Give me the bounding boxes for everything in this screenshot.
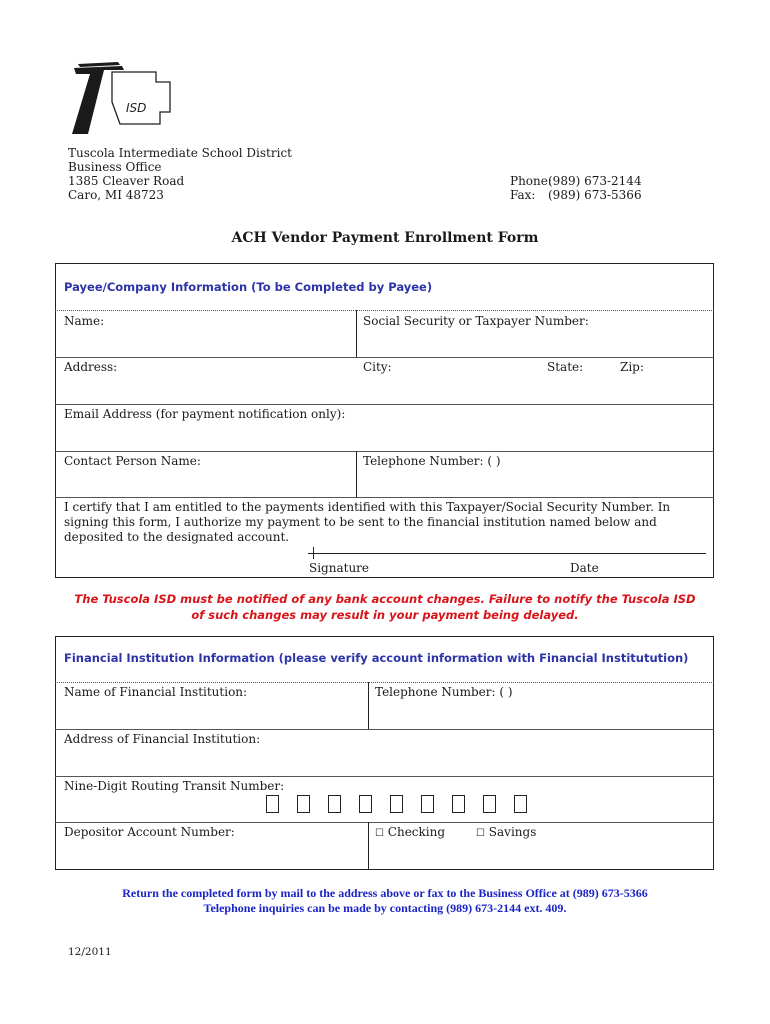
phone-value: (989) 673-2144 [548,174,642,188]
payee-address-field[interactable]: Address: [64,360,118,374]
routing-digit-box[interactable] [328,795,341,813]
date-label: Date [570,561,599,575]
signature-line[interactable] [308,553,706,554]
routing-digit-box[interactable] [452,795,465,813]
routing-number-label: Nine-Digit Routing Transit Number: [64,779,285,793]
address-line: Business Office [68,160,162,174]
payee-city-field[interactable]: City: [363,360,392,374]
district-address [68,146,292,202]
footer-return-instructions: Return the completed form by mail to the address above or fax to the Business Office at (989) 673-5366 [122,886,648,900]
routing-digit-box[interactable] [390,795,403,813]
checkbox-icon[interactable]: ☐ [476,828,485,839]
fax-label: Fax: [510,188,536,202]
divider [55,682,714,683]
address-line: 1385 Cleaver Road [68,174,185,188]
contact-numbers [510,174,642,202]
bank-address-field[interactable]: Address of Financial Institution: [64,732,261,746]
checking-label: Checking [387,825,446,839]
payee-ssn-field[interactable]: Social Security or Taxpayer Number: [363,314,589,328]
checkbox-icon[interactable]: ☐ [375,828,384,839]
logo-text: ISD [126,101,147,115]
divider [55,451,714,452]
bank-section-heading: Financial Institution Information (please verify account information with Financial Institutution) [64,651,689,665]
signature-label: Signature [309,561,370,575]
payee-telephone-field[interactable]: Telephone Number: ( ) [363,454,501,468]
bank-name-field[interactable]: Name of Financial Institution: [64,685,248,699]
payee-state-field[interactable]: State: [547,360,584,374]
payee-zip-field[interactable]: Zip: [620,360,644,374]
fax-value: (989) 673-5366 [548,188,642,202]
account-number-field[interactable]: Depositor Account Number: [64,825,235,839]
signature-line-tick [313,547,314,559]
tuscola-isd-logo [60,62,180,140]
savings-label: Savings [488,825,537,839]
divider [55,404,714,405]
divider [356,310,357,357]
address-line: Caro, MI 48723 [68,188,164,202]
warning-line-2: of such changes may result in your payment being delayed. [191,608,579,622]
bank-telephone-field[interactable]: Telephone Number: ( ) [375,685,513,699]
footer-telephone-inquiries: Telephone inquiries can be made by contacting (989) 673-2144 ext. 409. [203,901,567,915]
payee-email-field[interactable]: Email Address (for payment notification only): [64,407,346,421]
routing-digit-box[interactable] [359,795,372,813]
routing-digit-box[interactable] [514,795,527,813]
divider [368,822,369,870]
divider [55,310,714,311]
payee-name-field[interactable]: Name: [64,314,105,328]
warning-line-1: The Tuscola ISD must be notified of any bank account changes. Failure to notify the Tuscola ISD [74,592,696,606]
divider [356,451,357,497]
routing-digit-box[interactable] [483,795,496,813]
phone-label: Phone: [510,174,552,188]
savings-option[interactable] [476,825,536,839]
routing-digit-box[interactable] [421,795,434,813]
routing-digit-box[interactable] [297,795,310,813]
divider [55,357,714,358]
routing-digit-box[interactable] [266,795,279,813]
divider [55,822,714,823]
checking-option[interactable] [375,825,445,839]
certification-statement: I certify that I am entitled to the payments identified with this Taxpayer/Social Security Number. In signing this form, I authorize my payment to be sent to the financial institution named below and deposited to the designated account. [64,500,671,544]
divider [55,729,714,730]
divider [368,682,369,729]
revision-date: 12/2011 [68,946,112,958]
form-title: ACH Vendor Payment Enrollment Form [231,230,539,246]
payee-section-heading: Payee/Company Information (To be Completed by Payee) [64,280,433,294]
divider [55,497,714,498]
contact-person-field[interactable]: Contact Person Name: [64,454,201,468]
divider [55,776,714,777]
address-line: Tuscola Intermediate School District [68,146,292,160]
